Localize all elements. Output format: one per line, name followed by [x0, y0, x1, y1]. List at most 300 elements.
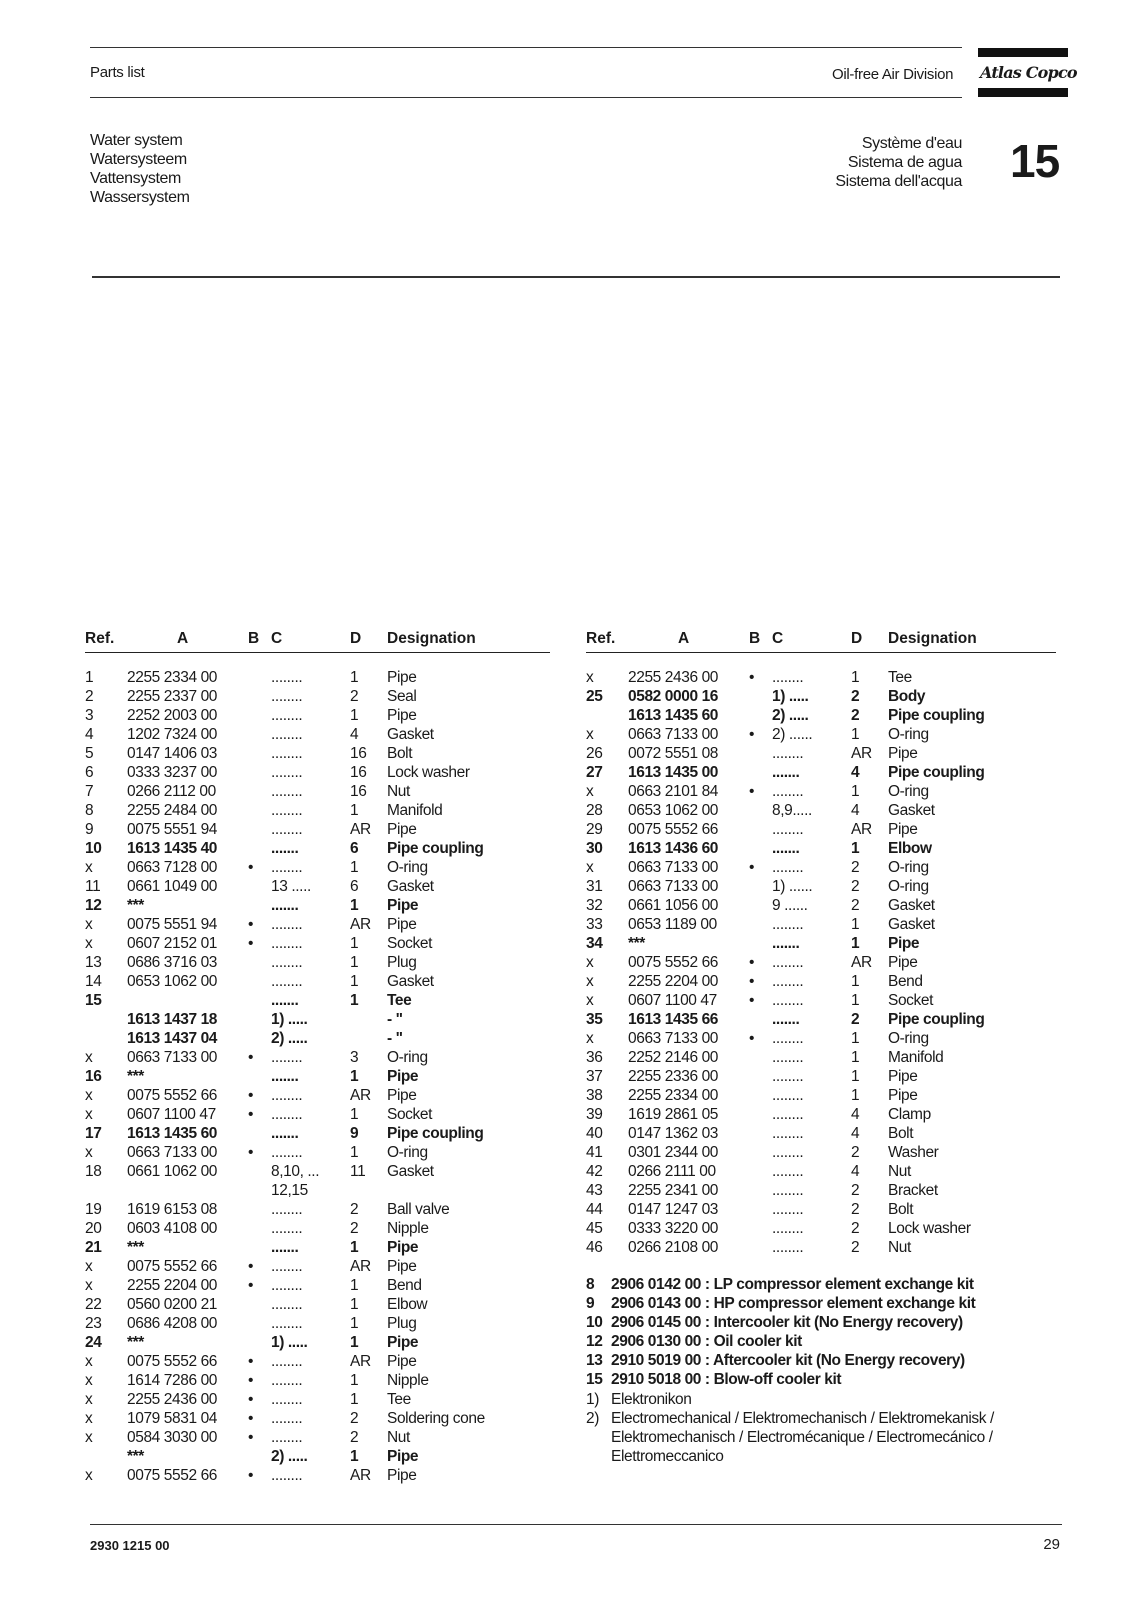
col-b: B: [248, 630, 260, 647]
doc-number: 2930 1215 00: [90, 1538, 170, 1553]
row-c-ref: 9 ......: [772, 897, 808, 914]
footer-rule: [90, 1524, 1062, 1525]
row-c-ref: ........: [271, 973, 303, 990]
row-designation: Nut: [387, 783, 410, 800]
row-ref: 9: [85, 821, 94, 838]
row-b-marker: •: [248, 1087, 254, 1104]
row-part-number: 2252 2146 00: [628, 1049, 719, 1066]
row-designation: Pipe: [387, 821, 417, 838]
title-separator-rule: [92, 276, 1060, 278]
row-part-number: 0607 1100 47: [628, 992, 717, 1009]
parts-table-left: [85, 630, 550, 1486]
row-part-number: 2255 2334 00: [628, 1087, 719, 1104]
col-ref: Ref.: [85, 630, 115, 647]
row-ref: 24: [85, 1334, 102, 1351]
row-designation: Gasket: [888, 897, 935, 914]
row-quantity: AR: [350, 1258, 371, 1275]
table-row: [85, 954, 550, 973]
col-c: C: [772, 630, 784, 647]
row-c-ref: 8,9.....: [772, 802, 812, 819]
row-part-number: 2255 2204 00: [628, 973, 719, 990]
row-ref: 19: [85, 1201, 102, 1218]
row-c-ref: 1) .....: [271, 1334, 308, 1351]
table-row: [85, 1410, 550, 1429]
row-designation: Elbow: [387, 1296, 428, 1313]
row-designation: Pipe coupling: [888, 1011, 985, 1028]
row-designation: Bend: [387, 1277, 422, 1294]
row-c-ref: ........: [772, 669, 804, 686]
row-designation: Pipe: [387, 1068, 419, 1085]
table-row: [85, 1334, 550, 1353]
row-quantity: AR: [350, 1467, 371, 1484]
row-c-ref: .......: [271, 1068, 299, 1085]
row-part-number: 0072 5551 08: [628, 745, 719, 762]
row-designation: O-ring: [888, 859, 929, 876]
row-ref: 14: [85, 973, 102, 990]
row-part-number: 1613 1435 66: [628, 1011, 719, 1028]
table-row: [85, 1201, 550, 1220]
row-c-ref: ........: [271, 688, 303, 705]
row-ref: 33: [586, 916, 603, 933]
row-quantity: AR: [350, 821, 371, 838]
row-c-ref: 8,10, ...: [271, 1163, 320, 1180]
row-designation: Pipe: [888, 954, 918, 971]
row-b-marker: •: [749, 859, 755, 876]
row-part-number: 0653 1062 00: [127, 973, 218, 990]
table-row: [85, 707, 550, 726]
row-b-marker: •: [749, 783, 755, 800]
row-c-ref: ........: [271, 1087, 303, 1104]
row-ref: x: [586, 859, 594, 876]
row-part-number: 2255 2484 00: [127, 802, 218, 819]
kit-text: 2906 0142 00 : LP compressor element exchange kit: [611, 1276, 974, 1293]
row-quantity: 4: [851, 764, 860, 781]
row-c-ref: .......: [271, 897, 299, 914]
row-ref: 29: [586, 821, 603, 838]
row-designation: Body: [888, 688, 926, 705]
row-designation: Gasket: [888, 916, 935, 933]
row-ref: 34: [586, 935, 603, 952]
row-b-marker: •: [248, 1410, 254, 1427]
row-part-number: 0661 1056 00: [628, 897, 719, 914]
table-row: [85, 802, 550, 821]
row-quantity: 1: [350, 935, 359, 952]
row-quantity: 1: [350, 1239, 359, 1256]
row-quantity: 1: [851, 973, 860, 990]
row-ref: 35: [586, 1011, 603, 1028]
row-part-number: 0075 5552 66: [628, 821, 719, 838]
row-c-ref: ........: [772, 973, 804, 990]
row-ref: x: [85, 1258, 93, 1275]
row-ref: 20: [85, 1220, 102, 1237]
row-designation: Pipe: [387, 897, 419, 914]
row-part-number: 0147 1406 03: [127, 745, 218, 762]
row-designation: Bracket: [888, 1182, 938, 1199]
row-quantity: 1: [350, 707, 359, 724]
row-part-number: 1613 1435 00: [628, 764, 719, 781]
row-c-ref: ........: [772, 1220, 804, 1237]
row-part-number: 0075 5551 94: [127, 916, 218, 933]
row-quantity: 1: [350, 1448, 359, 1465]
row-ref: 2: [85, 688, 94, 705]
table-body-left: [85, 669, 550, 1486]
table-row: [85, 916, 550, 935]
table-row: [85, 1182, 550, 1201]
table-row: [586, 1220, 1056, 1239]
row-quantity: 1: [350, 992, 359, 1009]
col-d: D: [350, 630, 362, 647]
table-row: [85, 1144, 550, 1163]
row-designation: - ": [387, 1030, 403, 1047]
table-row: [586, 1087, 1056, 1106]
row-part-number: 0560 0200 21: [127, 1296, 218, 1313]
row-designation: Lock washer: [387, 764, 470, 781]
table-row: [85, 1353, 550, 1372]
row-ref: 23: [85, 1315, 102, 1332]
table-row: [586, 1030, 1056, 1049]
row-quantity: 1: [350, 1391, 359, 1408]
row-part-number: 2255 2436 00: [127, 1391, 218, 1408]
row-ref: x: [586, 783, 594, 800]
row-c-ref: ........: [271, 1296, 303, 1313]
row-designation: O-ring: [888, 726, 929, 743]
row-ref: 5: [85, 745, 94, 762]
row-quantity: 4: [851, 802, 860, 819]
row-c-ref: ........: [271, 726, 303, 743]
row-ref: 13: [85, 954, 102, 971]
row-c-ref: ........: [271, 916, 303, 933]
row-designation: Pipe: [387, 1258, 417, 1275]
title-it: Sistema dell'acqua: [835, 173, 962, 190]
row-ref: 32: [586, 897, 603, 914]
row-b-marker: •: [248, 1467, 254, 1484]
row-quantity: 4: [851, 1163, 860, 1180]
row-quantity: 4: [851, 1106, 860, 1123]
row-designation: Pipe: [387, 1467, 417, 1484]
row-quantity: 2: [851, 1201, 860, 1218]
row-designation: Nipple: [387, 1372, 429, 1389]
row-designation: Pipe: [387, 916, 417, 933]
table-row: [85, 1239, 550, 1258]
footnote-line: Elektromechanisch / Electromécanique / Electromecánico /: [611, 1429, 993, 1446]
table-row: [586, 1163, 1056, 1182]
row-quantity: 9: [350, 1125, 359, 1142]
row-designation: Nipple: [387, 1220, 429, 1237]
table-row: [586, 745, 1056, 764]
row-designation: Pipe: [387, 1239, 419, 1256]
row-c-ref: ........: [271, 1353, 303, 1370]
row-ref: 6: [85, 764, 94, 781]
brand-bars-bottom: [978, 88, 1068, 102]
row-c-ref: ........: [772, 916, 804, 933]
row-designation: Lock washer: [888, 1220, 971, 1237]
row-c-ref: 2) .....: [271, 1448, 308, 1465]
row-designation: Socket: [888, 992, 933, 1009]
row-designation: Pipe coupling: [387, 1125, 484, 1142]
row-c-ref: ........: [271, 1372, 303, 1389]
row-c-ref: .......: [772, 1011, 800, 1028]
row-designation: Pipe coupling: [387, 840, 484, 857]
row-designation: Washer: [888, 1144, 939, 1161]
kit-ref: 10: [586, 1314, 603, 1331]
header-top-rule: [90, 47, 962, 48]
row-quantity: 2: [350, 1201, 359, 1218]
row-b-marker: •: [248, 1144, 254, 1161]
table-row: [586, 802, 1056, 821]
row-quantity: 1: [350, 1277, 359, 1294]
row-designation: Elbow: [888, 840, 932, 857]
row-designation: O-ring: [387, 1144, 428, 1161]
row-designation: Pipe: [888, 1087, 918, 1104]
row-quantity: 16: [350, 764, 367, 781]
row-quantity: 2: [350, 688, 359, 705]
row-b-marker: •: [248, 1049, 254, 1066]
table-row: [586, 726, 1056, 745]
row-quantity: 16: [350, 783, 367, 800]
row-quantity: 1: [851, 916, 860, 933]
table-row: [586, 840, 1056, 859]
row-quantity: AR: [851, 954, 872, 971]
row-part-number: 0686 4208 00: [127, 1315, 218, 1332]
row-part-number: 0075 5552 66: [628, 954, 719, 971]
row-ref: 16: [85, 1068, 102, 1085]
row-ref: 17: [85, 1125, 102, 1142]
row-b-marker: •: [248, 1258, 254, 1275]
row-b-marker: •: [749, 726, 755, 743]
row-ref: 26: [586, 745, 603, 762]
row-designation: Pipe: [387, 707, 417, 724]
row-c-ref: ........: [772, 1106, 804, 1123]
title-es: Sistema de agua: [847, 154, 962, 171]
row-ref: 39: [586, 1106, 603, 1123]
row-ref: 10: [85, 840, 102, 857]
row-quantity: 2: [851, 688, 860, 705]
row-b-marker: •: [248, 1353, 254, 1370]
row-c-ref: 13 .....: [271, 878, 311, 895]
table-row: [85, 992, 550, 1011]
row-ref: 21: [85, 1239, 102, 1256]
row-c-ref: ........: [271, 1277, 303, 1294]
kit-text: 2906 0143 00 : HP compressor element exchange kit: [611, 1295, 976, 1312]
row-ref: 30: [586, 840, 603, 857]
row-ref: x: [85, 1429, 93, 1446]
row-ref: x: [85, 1372, 93, 1389]
row-ref: 36: [586, 1049, 603, 1066]
row-b-marker: •: [749, 973, 755, 990]
kit-text: 2906 0130 00 : Oil cooler kit: [611, 1333, 802, 1350]
table-row: [85, 1220, 550, 1239]
row-b-marker: •: [248, 1106, 254, 1123]
table-row: [85, 745, 550, 764]
table-row: [85, 897, 550, 916]
table-row: [586, 954, 1056, 973]
table-row: [85, 1372, 550, 1391]
row-ref: 46: [586, 1239, 603, 1256]
section-number: 15: [1010, 135, 1060, 187]
table-row: [85, 1315, 550, 1334]
row-part-number: 0075 5551 94: [127, 821, 218, 838]
row-part-number: 1613 1437 18: [127, 1011, 218, 1028]
row-c-ref: ........: [271, 1258, 303, 1275]
row-designation: Bolt: [387, 745, 413, 762]
row-c-ref: ........: [772, 954, 804, 971]
row-designation: Gasket: [387, 1163, 434, 1180]
titles-left: [90, 131, 190, 207]
row-ref: 41: [586, 1144, 603, 1161]
title-fr: Système d'eau: [861, 135, 962, 152]
row-ref: 8: [85, 802, 94, 819]
row-c-ref: ........: [271, 1201, 303, 1218]
row-part-number: 1079 5831 04: [127, 1410, 218, 1427]
row-designation: Manifold: [888, 1049, 944, 1066]
row-c-ref: ........: [271, 1410, 303, 1427]
row-quantity: 11: [350, 1163, 366, 1180]
table-row: [85, 1068, 550, 1087]
kit-text: 2910 5018 00 : Blow-off cooler kit: [611, 1371, 842, 1388]
row-ref: 37: [586, 1068, 603, 1085]
row-quantity: 1: [851, 669, 860, 686]
row-quantity: 2: [851, 1220, 860, 1237]
row-quantity: 6: [350, 840, 359, 857]
row-quantity: 4: [851, 1125, 860, 1142]
row-part-number: 2255 2341 00: [628, 1182, 719, 1199]
row-quantity: AR: [350, 1353, 371, 1370]
row-c-ref: ........: [772, 859, 804, 876]
table-row: [586, 935, 1056, 954]
row-c-ref: ........: [772, 1087, 804, 1104]
table-row: [85, 1030, 550, 1049]
row-part-number: 1614 7286 00: [127, 1372, 218, 1389]
row-b-marker: •: [248, 1391, 254, 1408]
row-part-number: 0075 5552 66: [127, 1467, 218, 1484]
row-part-number: 0663 7133 00: [127, 1049, 218, 1066]
row-quantity: AR: [851, 745, 872, 762]
row-quantity: 1: [851, 992, 860, 1009]
kit-ref: 12: [586, 1333, 603, 1350]
row-part-number: 2255 2336 00: [628, 1068, 719, 1085]
row-ref: x: [85, 1353, 93, 1370]
table-row: [586, 783, 1056, 802]
row-part-number: 0607 2152 01: [127, 935, 218, 952]
row-quantity: AR: [350, 916, 371, 933]
table-row: [85, 764, 550, 783]
row-part-number: 1202 7324 00: [127, 726, 218, 743]
row-ref: x: [586, 973, 594, 990]
kit-text: 2910 5019 00 : Aftercooler kit (No Energy recovery): [611, 1352, 965, 1369]
row-part-number: 0663 7128 00: [127, 859, 218, 876]
row-part-number: 0584 3030 00: [127, 1429, 218, 1446]
row-quantity: 2: [851, 859, 860, 876]
row-designation: Bolt: [888, 1125, 914, 1142]
row-part-number: 0663 7133 00: [628, 726, 719, 743]
brand-logo: Atlas Copco: [980, 63, 1077, 82]
table-row: [85, 1163, 550, 1182]
table-row: [586, 821, 1056, 840]
row-c-ref: .......: [271, 840, 299, 857]
row-c-ref: ........: [271, 764, 303, 781]
row-designation: Pipe coupling: [888, 707, 985, 724]
table-row: [85, 878, 550, 897]
table-row: [586, 1144, 1056, 1163]
row-designation: Nut: [387, 1429, 410, 1446]
row-c-ref: 1) .....: [772, 688, 809, 705]
kit-ref: 9: [586, 1295, 595, 1312]
table-row: [586, 688, 1056, 707]
kit-ref: 13: [586, 1352, 603, 1369]
row-designation: Pipe: [888, 935, 920, 952]
row-quantity: 1: [851, 1087, 860, 1104]
row-c-ref: .......: [271, 992, 299, 1009]
row-ref: 27: [586, 764, 603, 781]
row-designation: Bend: [888, 973, 923, 990]
row-designation: Pipe: [387, 669, 417, 686]
table-row: [85, 859, 550, 878]
row-ref: 18: [85, 1163, 102, 1180]
table-row: [586, 1049, 1056, 1068]
row-part-number: 1613 1435 60: [628, 707, 719, 724]
row-designation: Pipe: [387, 1334, 419, 1351]
row-part-number: ***: [127, 1068, 144, 1085]
row-c-ref: ........: [271, 954, 303, 971]
row-part-number: ***: [127, 1239, 144, 1256]
table-row: [586, 859, 1056, 878]
row-quantity: 2: [851, 1011, 860, 1028]
table-row: [586, 1011, 1056, 1030]
table-header-left: [85, 630, 550, 653]
row-designation: O-ring: [888, 878, 929, 895]
table-row: [85, 783, 550, 802]
table-row: [586, 973, 1056, 992]
row-designation: Tee: [387, 992, 412, 1009]
row-quantity: 4: [350, 726, 359, 743]
row-designation: Socket: [387, 1106, 432, 1123]
row-c-ref: 1) .....: [271, 1011, 308, 1028]
row-ref: 31: [586, 878, 603, 895]
table-row: [85, 1296, 550, 1315]
row-c-ref: 2) .....: [271, 1030, 308, 1047]
table-row: [85, 1049, 550, 1068]
row-part-number: ***: [127, 897, 144, 914]
row-c-ref: ........: [772, 745, 804, 762]
row-c-ref: 2) ......: [772, 726, 813, 743]
table-row: [586, 707, 1056, 726]
row-designation: O-ring: [387, 1049, 428, 1066]
table-body-right: [586, 669, 1056, 1258]
row-ref: 25: [586, 688, 603, 705]
header-left-text: Parts list: [90, 64, 145, 81]
row-designation: Soldering cone: [387, 1410, 485, 1427]
row-ref: x: [586, 726, 594, 743]
row-c-ref: ........: [772, 1125, 804, 1142]
table-row: [85, 726, 550, 745]
row-designation: Nut: [888, 1163, 911, 1180]
header-right-text: Oil-free Air Division: [832, 66, 954, 83]
footnote-line: Electromechanical / Elektromechanisch / Elektromekanisk /: [611, 1410, 994, 1427]
row-part-number: 1619 6153 08: [127, 1201, 218, 1218]
table-row: [85, 1125, 550, 1144]
row-part-number: 1613 1436 60: [628, 840, 719, 857]
header-bottom-rule: [90, 97, 962, 98]
row-ref: 3: [85, 707, 94, 724]
row-designation: O-ring: [888, 1030, 929, 1047]
row-quantity: 1: [350, 669, 359, 686]
row-quantity: 1: [851, 935, 860, 952]
row-quantity: 1: [350, 1372, 359, 1389]
row-part-number: 0661 1049 00: [127, 878, 218, 895]
row-quantity: 1: [350, 954, 359, 971]
row-ref: x: [85, 1049, 93, 1066]
row-quantity: 2: [350, 1220, 359, 1237]
